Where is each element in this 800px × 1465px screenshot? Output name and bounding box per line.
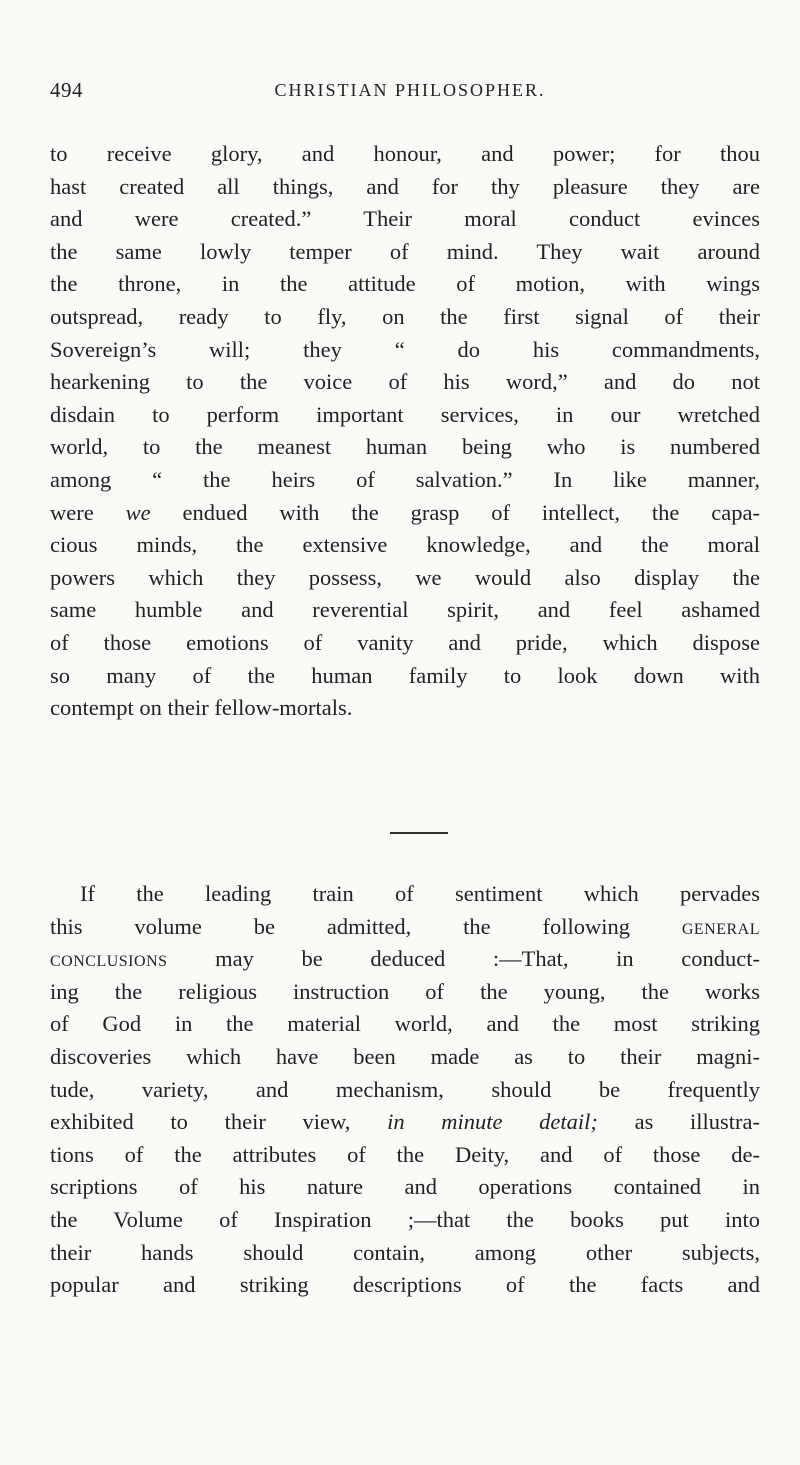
text-line: outspread, ready to fly, on the first signal of their: [50, 303, 760, 329]
smallcaps-text: general: [681, 913, 760, 939]
text-line: same humble and reverential spirit, and feel ashamed: [50, 597, 760, 623]
text-run: this volume be admitted, the following: [50, 913, 682, 939]
page-number: 494: [50, 78, 83, 102]
text-run: endued with the grasp of intellect, the capa-: [150, 499, 760, 525]
text-line: tude, variety, and mechanism, should be frequently: [50, 1076, 760, 1102]
text-line: disdain to perform important services, in our wretched: [50, 401, 760, 427]
text-line: world, to the meanest human being who is numbered: [50, 434, 760, 460]
text-line: and were created.” Their moral conduct evinces: [50, 206, 760, 232]
text-line: of God in the material world, and the most striking: [50, 1011, 760, 1037]
text-line: ing the religious instruction of the young, the works: [50, 978, 760, 1004]
italic-text: in minute detail;: [387, 1109, 598, 1135]
text-run: as illustra-: [597, 1109, 760, 1135]
smallcaps-text: conclusions: [50, 946, 168, 972]
text-run: were: [50, 499, 126, 525]
text-line: popular and striking descriptions of the facts and: [50, 1272, 760, 1298]
text-line: cious minds, the extensive knowledge, and the moral: [50, 532, 760, 558]
text-run: may be deduced :—That, in conduct-: [167, 946, 760, 972]
text-line: the Volume of Inspiration ;—that the books put into: [50, 1206, 760, 1232]
text-line: so many of the human family to look down with: [50, 662, 760, 688]
text-line: [50, 497, 760, 530]
section-divider: [390, 832, 448, 834]
text-line: of those emotions of vanity and pride, which dispose: [50, 629, 760, 655]
paragraph-conclusions: [50, 878, 760, 1302]
text-line: the throne, in the attitude of motion, with wings: [50, 271, 760, 297]
text-run: exhibited to their view,: [50, 1109, 388, 1135]
text-line: scriptions of his nature and operations contained in: [50, 1174, 760, 1200]
text-line: the same lowly temper of mind. They wait around: [50, 238, 760, 264]
text-line: contempt on their fellow-mortals.: [50, 695, 353, 721]
text-line: their hands should contain, among other subjects,: [50, 1239, 760, 1265]
text-line: hearkening to the voice of his word,” and do not: [50, 369, 760, 395]
running-head: [50, 78, 770, 108]
text-line: discoveries which have been made as to their magni-: [50, 1043, 760, 1069]
text-line: among “ the heirs of salvation.” In like manner,: [50, 466, 760, 492]
text-line: [50, 1106, 760, 1139]
italic-text: we: [125, 499, 151, 525]
text-line: hast created all things, and for thy pleasure they are: [50, 173, 760, 199]
text-line: to receive glory, and honour, and power; for thou: [50, 141, 760, 166]
text-line: powers which they possess, we would also display the: [50, 564, 760, 590]
text-line: tions of the attributes of the Deity, and of those de-: [50, 1141, 760, 1167]
text-line: [50, 911, 760, 944]
text-line: [50, 943, 760, 976]
text-line: Sovereign’s will; they “ do his commandments,: [50, 336, 760, 362]
paragraph-continued: [50, 138, 760, 725]
running-title: CHRISTIAN PHILOSOPHER.: [274, 80, 546, 100]
text-line: If the leading train of sentiment which pervades: [80, 881, 760, 906]
